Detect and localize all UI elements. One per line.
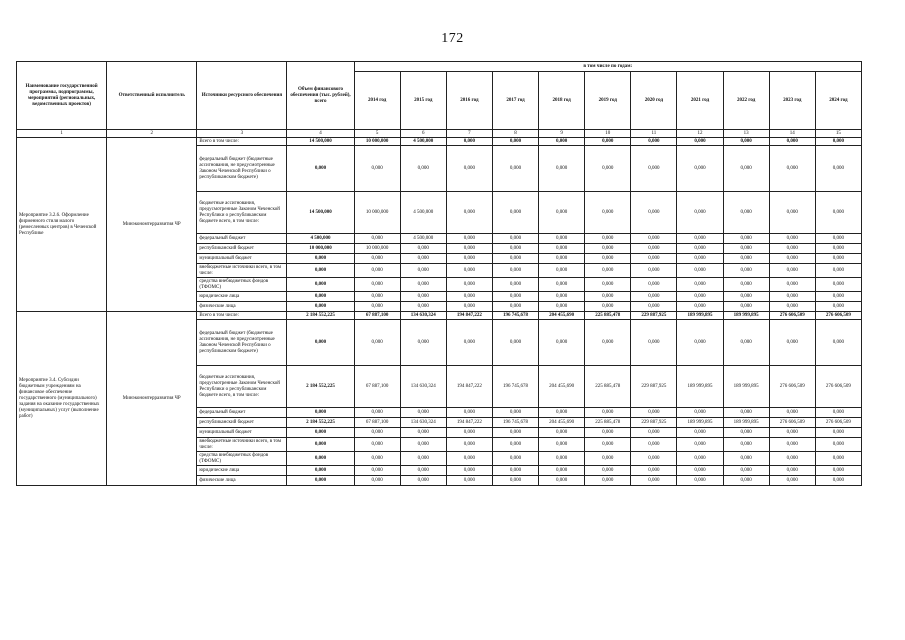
year-value: 0,000 [354, 302, 400, 312]
year-value: 0,000 [400, 264, 446, 278]
year-value: 0,000 [631, 192, 677, 234]
year-value: 0,000 [769, 234, 815, 244]
year-value: 0,000 [723, 264, 769, 278]
total-value: 0,000 [287, 146, 354, 192]
funding-source: внебюджетные источники всего, в том числе: [197, 438, 287, 452]
year-value: 0,000 [400, 466, 446, 476]
year-value: 0,000 [354, 428, 400, 438]
year-value: 0,000 [815, 302, 861, 312]
year-value: 0,000 [585, 466, 631, 476]
year-value: 0,000 [539, 408, 585, 418]
year-value: 0,000 [631, 438, 677, 452]
column-number: 5 [354, 130, 400, 138]
column-number: 11 [631, 130, 677, 138]
year-value: 0,000 [677, 138, 723, 146]
funding-source: средства внебюджетных фондов (ТФОМС) [197, 278, 287, 292]
year-value: 229 887,925 [631, 418, 677, 428]
year-value: 0,000 [585, 476, 631, 486]
year-value: 0,000 [815, 254, 861, 264]
funding-source: Всего в том числе: [197, 312, 287, 320]
year-value: 134 630,324 [400, 418, 446, 428]
year-value: 0,000 [585, 244, 631, 254]
year-value: 0,000 [354, 408, 400, 418]
year-value: 0,000 [400, 438, 446, 452]
total-value: 0,000 [287, 408, 354, 418]
year-value: 0,000 [631, 466, 677, 476]
year-value: 0,000 [723, 244, 769, 254]
year-value: 0,000 [677, 452, 723, 466]
column-number: 10 [585, 130, 631, 138]
year-value: 0,000 [769, 278, 815, 292]
year-value: 0,000 [631, 302, 677, 312]
funding-source: федеральный бюджет [197, 408, 287, 418]
funding-source: бюджетные ассигнования, предусмотренные Законом Чеченской Республики о республиканском бюджете всего, в том числе: [197, 366, 287, 408]
year-value: 0,000 [723, 320, 769, 366]
year-value: 0,000 [585, 428, 631, 438]
year-value: 0,000 [769, 302, 815, 312]
year-value: 0,000 [539, 438, 585, 452]
year-value: 225 885,478 [585, 418, 631, 428]
year-value: 0,000 [539, 254, 585, 264]
year-value: 0,000 [769, 320, 815, 366]
header-year: 2022 год [723, 72, 769, 130]
year-value: 0,000 [769, 466, 815, 476]
year-value: 0,000 [492, 234, 538, 244]
year-value: 0,000 [492, 244, 538, 254]
header-total: Объем финансового обеспечения (тыс. рублей), всего [287, 62, 354, 130]
year-value: 0,000 [677, 264, 723, 278]
total-value: 0,000 [287, 278, 354, 292]
total-value: 10 000,000 [287, 244, 354, 254]
year-value: 0,000 [723, 146, 769, 192]
total-value: 2 184 552,225 [287, 312, 354, 320]
column-number: 14 [769, 130, 815, 138]
year-value: 0,000 [446, 320, 492, 366]
year-value: 0,000 [539, 428, 585, 438]
column-number: 13 [723, 130, 769, 138]
column-number: 4 [287, 130, 354, 138]
year-value: 0,000 [492, 192, 538, 234]
header-year: 2024 год [815, 72, 861, 130]
year-value: 0,000 [446, 476, 492, 486]
year-value: 0,000 [400, 278, 446, 292]
year-value: 0,000 [677, 320, 723, 366]
total-value: 0,000 [287, 302, 354, 312]
year-value: 0,000 [400, 476, 446, 486]
funding-source: федеральный бюджет [197, 234, 287, 244]
column-number: 1 [17, 130, 107, 138]
year-value: 276 606,509 [815, 418, 861, 428]
header-year: 2018 год [539, 72, 585, 130]
year-value: 0,000 [400, 292, 446, 302]
total-value: 0,000 [287, 428, 354, 438]
year-value: 0,000 [677, 254, 723, 264]
year-value: 0,000 [723, 302, 769, 312]
year-value: 0,000 [769, 244, 815, 254]
year-value: 0,000 [723, 192, 769, 234]
year-value: 0,000 [585, 138, 631, 146]
year-value: 0,000 [446, 254, 492, 264]
total-value: 0,000 [287, 452, 354, 466]
year-value: 4 500,000 [400, 138, 446, 146]
year-value: 0,000 [769, 192, 815, 234]
header-year: 2021 год [677, 72, 723, 130]
year-value: 0,000 [585, 264, 631, 278]
year-value: 0,000 [354, 292, 400, 302]
year-value: 0,000 [631, 292, 677, 302]
year-value: 0,000 [631, 476, 677, 486]
header-source: Источники ресурсного обеспечения [197, 62, 287, 130]
year-value: 0,000 [354, 278, 400, 292]
year-value: 0,000 [400, 408, 446, 418]
funding-source: муниципальный бюджет [197, 428, 287, 438]
year-value: 0,000 [446, 452, 492, 466]
year-value: 0,000 [677, 438, 723, 452]
year-value: 0,000 [492, 254, 538, 264]
year-value: 0,000 [585, 302, 631, 312]
year-value: 0,000 [631, 278, 677, 292]
year-value: 0,000 [677, 278, 723, 292]
year-value: 0,000 [631, 244, 677, 254]
year-value: 0,000 [769, 264, 815, 278]
year-value: 0,000 [723, 466, 769, 476]
year-value: 0,000 [539, 320, 585, 366]
responsible-executor: Минэкономтерразвития ЧР [107, 312, 197, 486]
year-value: 0,000 [585, 234, 631, 244]
responsible-executor: Минэкономтерразвития ЧР [107, 138, 197, 312]
header-year: 2016 год [446, 72, 492, 130]
year-value: 0,000 [354, 466, 400, 476]
year-value: 196 745,678 [492, 366, 538, 408]
year-value: 189 999,895 [723, 418, 769, 428]
measure-name: Мероприятие 3.4. Субсидии бюджетным учреждениям на финансовое обеспечение государственного (муниципального) задания на оказание государственных (муниципальных) услуг (выполнение работ) [17, 312, 107, 486]
year-value: 10 000,000 [354, 192, 400, 234]
year-value: 0,000 [400, 428, 446, 438]
year-value: 0,000 [539, 452, 585, 466]
year-value: 0,000 [492, 146, 538, 192]
year-value: 276 606,509 [769, 366, 815, 408]
year-value: 0,000 [354, 476, 400, 486]
year-value: 0,000 [492, 438, 538, 452]
year-value: 0,000 [677, 302, 723, 312]
year-value: 194 847,222 [446, 418, 492, 428]
year-value: 0,000 [677, 192, 723, 234]
year-value: 225 885,478 [585, 366, 631, 408]
total-value: 0,000 [287, 292, 354, 302]
year-value: 134 630,324 [400, 312, 446, 320]
table-row [17, 312, 862, 320]
year-value: 67 887,100 [354, 366, 400, 408]
year-value: 0,000 [354, 234, 400, 244]
year-value: 0,000 [723, 476, 769, 486]
year-value: 0,000 [446, 234, 492, 244]
year-value: 0,000 [677, 234, 723, 244]
column-number: 9 [539, 130, 585, 138]
year-value: 0,000 [815, 244, 861, 254]
total-value: 2 184 552,225 [287, 366, 354, 408]
year-value: 0,000 [354, 320, 400, 366]
header-year: 2023 год [769, 72, 815, 130]
year-value: 67 887,100 [354, 312, 400, 320]
year-value: 0,000 [446, 264, 492, 278]
table-row [17, 138, 862, 146]
funding-source: муниципальный бюджет [197, 254, 287, 264]
header-years-group: в том числе по годам: [354, 62, 861, 72]
year-value: 0,000 [769, 146, 815, 192]
total-value: 0,000 [287, 476, 354, 486]
year-value: 0,000 [631, 264, 677, 278]
year-value: 196 745,678 [492, 312, 538, 320]
year-value: 0,000 [815, 234, 861, 244]
year-value: 0,000 [539, 278, 585, 292]
year-value: 0,000 [815, 320, 861, 366]
header-year: 2020 год [631, 72, 677, 130]
year-value: 0,000 [354, 146, 400, 192]
year-value: 0,000 [815, 264, 861, 278]
funding-source: бюджетные ассигнования, предусмотренные Законом Чеченской Республики о республиканском бюджете всего, в том числе: [197, 192, 287, 234]
total-value: 14 500,000 [287, 192, 354, 234]
funding-source: физические лица [197, 476, 287, 486]
year-value: 0,000 [677, 146, 723, 192]
year-value: 0,000 [400, 452, 446, 466]
year-value: 276 606,509 [769, 312, 815, 320]
year-value: 0,000 [769, 254, 815, 264]
total-value: 0,000 [287, 264, 354, 278]
year-value: 0,000 [585, 146, 631, 192]
year-value: 189 999,895 [723, 312, 769, 320]
year-value: 0,000 [769, 428, 815, 438]
total-value: 0,000 [287, 466, 354, 476]
year-value: 0,000 [446, 292, 492, 302]
header-year: 2014 год [354, 72, 400, 130]
year-value: 0,000 [539, 466, 585, 476]
funding-source: внебюджетные источники всего, в том числе: [197, 264, 287, 278]
year-value: 0,000 [723, 428, 769, 438]
year-value: 0,000 [769, 452, 815, 466]
column-number: 3 [197, 130, 287, 138]
year-value: 0,000 [723, 138, 769, 146]
year-value: 225 885,478 [585, 312, 631, 320]
year-value: 0,000 [354, 452, 400, 466]
year-value: 0,000 [585, 320, 631, 366]
year-value: 0,000 [492, 466, 538, 476]
year-value: 0,000 [815, 146, 861, 192]
year-value: 0,000 [539, 264, 585, 278]
funding-source: Всего в том числе: [197, 138, 287, 146]
year-value: 0,000 [723, 452, 769, 466]
year-value: 0,000 [769, 292, 815, 302]
year-value: 0,000 [446, 278, 492, 292]
year-value: 0,000 [539, 234, 585, 244]
year-value: 0,000 [723, 408, 769, 418]
year-value: 0,000 [585, 452, 631, 466]
year-value: 0,000 [677, 466, 723, 476]
year-value: 276 606,509 [815, 312, 861, 320]
year-value: 0,000 [815, 138, 861, 146]
year-value: 204 455,690 [539, 312, 585, 320]
year-value: 0,000 [585, 438, 631, 452]
total-value: 0,000 [287, 320, 354, 366]
year-value: 0,000 [446, 244, 492, 254]
column-number: 6 [400, 130, 446, 138]
total-value: 4 500,000 [287, 234, 354, 244]
year-value: 0,000 [677, 408, 723, 418]
year-value: 0,000 [631, 254, 677, 264]
year-value: 0,000 [354, 264, 400, 278]
year-value: 0,000 [769, 476, 815, 486]
funding-source: физические лица [197, 302, 287, 312]
year-value: 0,000 [446, 138, 492, 146]
year-value: 194 847,222 [446, 312, 492, 320]
year-value: 0,000 [769, 408, 815, 418]
funding-source: республиканский бюджет [197, 418, 287, 428]
year-value: 0,000 [446, 428, 492, 438]
year-value: 67 887,100 [354, 418, 400, 428]
year-value: 0,000 [539, 476, 585, 486]
year-value: 0,000 [677, 244, 723, 254]
header-year: 2015 год [400, 72, 446, 130]
year-value: 0,000 [400, 320, 446, 366]
year-value: 0,000 [585, 408, 631, 418]
year-value: 10 000,000 [354, 244, 400, 254]
year-value: 0,000 [723, 234, 769, 244]
year-value: 0,000 [677, 292, 723, 302]
year-value: 0,000 [539, 192, 585, 234]
year-value: 0,000 [446, 146, 492, 192]
year-value: 4 500,000 [400, 234, 446, 244]
funding-source: федеральный бюджет (бюджетные ассигнования, не предусмотренные Законом Чеченской Республики о республиканском бюджете) [197, 146, 287, 192]
column-number: 15 [815, 130, 861, 138]
year-value: 0,000 [354, 254, 400, 264]
year-value: 0,000 [723, 292, 769, 302]
year-value: 0,000 [815, 438, 861, 452]
year-value: 0,000 [815, 278, 861, 292]
total-value: 0,000 [287, 438, 354, 452]
year-value: 0,000 [492, 278, 538, 292]
year-value: 0,000 [585, 254, 631, 264]
funding-source: республиканский бюджет [197, 244, 287, 254]
funding-source: юридические лица [197, 466, 287, 476]
year-value: 0,000 [585, 292, 631, 302]
year-value: 10 000,000 [354, 138, 400, 146]
total-value: 0,000 [287, 254, 354, 264]
page-number: 172 [441, 31, 464, 46]
year-value: 204 455,690 [539, 366, 585, 408]
year-value: 0,000 [723, 254, 769, 264]
column-number: 7 [446, 130, 492, 138]
year-value: 204 455,690 [539, 418, 585, 428]
year-value: 0,000 [815, 452, 861, 466]
year-value: 0,000 [446, 438, 492, 452]
year-value: 0,000 [631, 146, 677, 192]
year-value: 0,000 [492, 452, 538, 466]
year-value: 0,000 [769, 138, 815, 146]
year-value: 0,000 [631, 234, 677, 244]
year-value: 276 606,509 [769, 418, 815, 428]
year-value: 0,000 [492, 320, 538, 366]
year-value: 0,000 [631, 320, 677, 366]
year-value: 0,000 [400, 244, 446, 254]
year-value: 0,000 [492, 292, 538, 302]
year-value: 134 630,324 [400, 366, 446, 408]
year-value: 0,000 [446, 302, 492, 312]
year-value: 0,000 [446, 466, 492, 476]
year-value: 0,000 [815, 192, 861, 234]
year-value: 189 999,895 [677, 312, 723, 320]
year-value: 0,000 [539, 302, 585, 312]
year-value: 189 999,895 [677, 418, 723, 428]
year-value: 0,000 [539, 292, 585, 302]
year-value: 0,000 [492, 428, 538, 438]
year-value: 0,000 [631, 138, 677, 146]
year-value: 194 847,222 [446, 366, 492, 408]
year-value: 0,000 [677, 476, 723, 486]
year-value: 0,000 [539, 244, 585, 254]
column-number: 8 [492, 130, 538, 138]
year-value: 0,000 [723, 438, 769, 452]
header-year: 2017 год [492, 72, 538, 130]
header-year: 2019 год [585, 72, 631, 130]
year-value: 0,000 [539, 146, 585, 192]
year-value: 229 887,925 [631, 366, 677, 408]
year-value: 196 745,678 [492, 418, 538, 428]
year-value: 0,000 [400, 254, 446, 264]
year-value: 0,000 [354, 438, 400, 452]
year-value: 0,000 [723, 278, 769, 292]
year-value: 0,000 [492, 408, 538, 418]
year-value: 0,000 [631, 452, 677, 466]
year-value: 0,000 [815, 428, 861, 438]
year-value: 0,000 [492, 476, 538, 486]
funding-source: средства внебюджетных фондов (ТФОМС) [197, 452, 287, 466]
year-value: 0,000 [400, 302, 446, 312]
funding-source: юридические лица [197, 292, 287, 302]
column-number: 12 [677, 130, 723, 138]
year-value: 0,000 [815, 408, 861, 418]
header-executor: Ответственный исполнитель [107, 62, 197, 130]
column-number: 2 [107, 130, 197, 138]
year-value: 0,000 [769, 438, 815, 452]
budget-table [16, 61, 862, 486]
year-value: 0,000 [539, 138, 585, 146]
year-value: 0,000 [492, 302, 538, 312]
year-value: 4 500,000 [400, 192, 446, 234]
year-value: 0,000 [492, 264, 538, 278]
year-value: 0,000 [400, 146, 446, 192]
total-value: 2 184 552,225 [287, 418, 354, 428]
year-value: 0,000 [446, 408, 492, 418]
year-value: 0,000 [815, 476, 861, 486]
funding-source: федеральный бюджет (бюджетные ассигнования, не предусмотренные Законом Чеченской Республики о республиканском бюджете) [197, 320, 287, 366]
year-value: 0,000 [631, 428, 677, 438]
year-value: 229 887,925 [631, 312, 677, 320]
measure-name: Мероприятие 3.2.6. Оформление фирменного стиля малого (ремесленных центров) в Чеченской Республике [17, 138, 107, 312]
year-value: 0,000 [815, 292, 861, 302]
year-value: 0,000 [585, 278, 631, 292]
year-value: 0,000 [815, 466, 861, 476]
year-value: 0,000 [446, 192, 492, 234]
year-value: 0,000 [492, 138, 538, 146]
year-value: 0,000 [677, 428, 723, 438]
year-value: 189 999,895 [723, 366, 769, 408]
year-value: 0,000 [585, 192, 631, 234]
year-value: 189 999,895 [677, 366, 723, 408]
year-value: 276 606,509 [815, 366, 861, 408]
year-value: 0,000 [631, 408, 677, 418]
total-value: 14 500,000 [287, 138, 354, 146]
header-name: Наименование государственной программы, подпрограммы, мероприятий (региональных, ведомственных проектов) [17, 62, 107, 130]
